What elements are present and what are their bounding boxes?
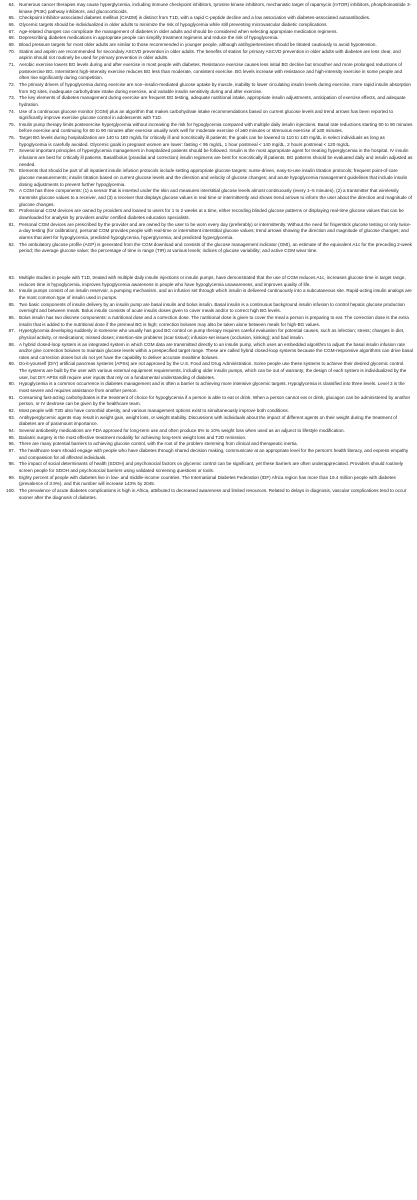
numbered-item [4,222,413,242]
item-number: 91. [8,394,15,400]
numbered-item [4,488,413,501]
item-number: 72. [8,81,15,87]
item-number: 79. [8,188,15,194]
numbered-item [4,288,413,301]
numbered-item [4,242,413,255]
item-text: Insulin pump therapy limits postexercise hyperglycemia without increasing the risk for hypoglycemia compared with multiple daily insulin injections. Basal rate reductions starting 60 to 90 minutes before exercise and continuing for 60 to 90 minutes after exercise usually work well for moderate exercise of ≥60 minutes or strenuous exercise of ≥30 minutes. [19,121,413,134]
numbered-item [4,95,413,108]
item-number: 100. [6,487,15,493]
item-text: A hybrid closed-loop system is an integrated system in which CGM data are transmitted directly to an insulin pump, which uses an embedded algorithm to adjust the basal insulin infusion rate and/or give correction boluses to maintain glucose levels within a prespecified target range. These are called hybrid closed-loop systems because the CGM-responsive algorithms can drive basal rates and correction doses but do not yet have the capability to deliver accurate mealtime boluses. [19,341,413,360]
item-text: Statins and aspirin are recommended for secondary ASCVD prevention in older adults. The benefits of statins for primary ASCVD prevention in older adults with diabetes are less clear, and aspirin should not routinely be used for primary prevention in older adults. [19,48,401,61]
item-number: 66. [8,21,15,27]
item-text: Most people with T2D also have comorbid obesity, and various management options exist to simultaneously improve both conditions. [19,408,289,414]
item-text: Professional CGM devices are owned by providers and loaned to users for 1 to 2 weeks at a time, either recording blinded glucose patterns or displaying real-time glucose values that can be downloaded for analysis by providers and/or certified diabetes education specialists. [19,208,404,220]
item-number: 81. [8,221,15,227]
item-number: 87. [8,328,15,334]
numbered-item [4,275,413,288]
item-text: Antihyperglycemic agents may result in weight gain, weight loss, or weight stability. Discussions with individuals about the impact of different agents on their weight during the treatment of diabetes are of paramount importance. [19,414,397,427]
item-number: 73. [8,95,15,101]
numbered-item [4,29,413,36]
item-number: 67. [8,28,15,34]
item-text: There are many potential barriers to achieving glucose control, with the root of the problem stemming from clinical and therapeutic inertia. [19,441,298,447]
item-text: Glycemic targets should be individualized in older adults to minimize the risk of hypoglycemia while still preventing microvascular diabetic complications. [19,21,328,27]
key-points-list-part-1 [4,2,413,255]
numbered-item [4,328,413,341]
item-text: Numerous cancer therapies may cause hyperglycemia, including immune checkpoint inhibitors, tyrosine kinase inhibitors, mechanistic target of rapamycin (mTOR) inhibitors, phosphoinositide 3-kinase (PI3K) pathway inhibitors, and glucocorticoids. [19,2,412,14]
item-number: 84. [8,288,15,294]
item-text: The impact of social determinants of health (SDOH) and psychosocial factors on glycemic control can be significant, yet these barriers are often underappreciated. Providers should routinely screen people for SDOH and psychosocial barriers using validated screening questions or tools. [19,461,404,473]
item-number: 76. [8,135,15,141]
item-text: The healthcare team should engage with people who have diabetes through shared decision making, communicate at an appropriate level for the person's health literacy, and express empathy and compassion for all affected individuals. [19,448,409,460]
numbered-item [4,428,413,435]
item-number: 65. [8,15,15,21]
item-text: A CGM has three components: (1) a sensor that is inserted under the skin and measures interstitial glucose levels almost continuously (every 1–5 minutes), (2) a transmitter that wirelessly transmits glucose values to a receiver, and (3) a receiver that displays glucose values in real time or intermittently and shows trend arrows to inform the user about the direction and magnitude of glucose changes. [19,188,412,207]
item-number: 80. [8,208,15,214]
item-text: Elements that should be part of all inpatient insulin infusion protocols include setting appropriate glucose targets; nurse-driven, easy-to-use insulin titration protocols; frequent point-of-care glucose measurements; insulin titration based on current glucose levels and the direction and velocity of glucose changes; and acute hypoglycemia management guidelines that include insulin dosing adjustments to prevent further hypoglycemia. [19,168,408,187]
numbered-item [4,475,413,488]
item-number: 69. [8,41,15,47]
numbered-item [4,188,413,208]
numbered-item [4,2,413,15]
item-text: Personal CGM devices are prescribed by the provider and are owned by the user to be worn every day (preferably) or intermittently. Without the need for fingerstick glucose testing or only twice-a-day testing (for calibration), personal CGM provides people with real-time or intermittent interstitial glucose values; trend arrows showing the direction and magnitude of glucose changes; and alarms that alert for hypoglycemia, predicted hypoglycemia, hyperglycemia, and predicted hyperglycemia. [19,221,412,240]
numbered-item [4,361,413,381]
item-number: 95. [8,434,15,440]
item-number: 88. [8,341,15,347]
item-number: 78. [8,168,15,174]
item-text: Consuming fast-acting carbohydrates is the treatment of choice for hypoglycemia if a person is able to eat or drink. When a person cannot eat or drink, glucagon can be administered by another person, or IV dextrose can be given by the healthcare team. [19,394,411,407]
item-text: Multiple studies in people with T1D, treated with multiple daily insulin injections or insulin pumps, have demonstrated that the use of CGM reduces A1c, increases glucose time in target range, reduces time in hypoglycemia, improves hypoglycemia awareness in people who have hypoglycemia unawareness, and improves quality of life. [19,274,406,287]
item-number: 97. [8,448,15,453]
numbered-item [4,315,413,328]
key-points-list-part-2 [4,275,413,501]
numbered-item [4,302,413,315]
item-text: The key elements of diabetes management during exercise are frequent BG testing, adequate nutritional intake, appropriate insulin adjustments, anticipation of exercise effects, and adequate hydration. [19,95,406,107]
item-number: 94. [8,428,15,434]
numbered-item [4,35,413,42]
item-number: 93. [8,414,15,420]
item-number: 89. [8,361,15,367]
item-number: 70. [8,48,15,54]
item-number: 68. [8,35,15,41]
numbered-item [4,135,413,148]
item-text: Two basic components of insulin delivery by an insulin pump are basal insulin and bolus insulin. Basal insulin is a continuous background insulin infusion to control hepatic glucose production overnight and between meals. Bolus insulin consists of acute insulin doses given to cover meals and/or to correct high BG levels. [19,301,405,314]
item-number: 75. [8,121,15,127]
item-number: 77. [8,148,15,154]
item-text: Aerobic exercise lowers BG levels during and after exercise in most people with diabetes. Resistance exercise causes less initial BG decline but smoother and more prolonged reductions of postexercise BG. Intermittent high-intensity exercise reduces BG less than moderate, consistent exercise. BG levels increase with resistance and high-intensity exercise in some people and often rise significantly during competition. [19,61,403,81]
item-text: Do-it-yourself (DIY) artificial pancreas systems (APSs) are not approved by the U.S. Food and Drug Administration. Some people use these systems to achieve their desired glycemic control. The systems are built by the user with various external equipment requirements, including older insulin pumps, which can be out of warranty; the design of each system is individualized by the user, but DIY APSs still require user inputs that rely on a fundamental understanding of diabetes. [19,361,407,380]
item-text: Several important principles of hyperglycemia management in hospitalized patients should be followed. Insulin is the most appropriate agent for treating hyperglycemia in the hospital. IV insulin infusions are best for critically ill patients. Basal/bolus (prandial and correction) insulin regimens are best for noncritically ill patients. BG patterns should be evaluated daily and insulin adjusted as needed. [19,148,413,167]
numbered-item [4,448,413,461]
item-text: Hypoglycemia is a common occurrence in diabetes management and is often a barrier to achieving more intensive glycemic targets. Hypoglycemia is classified into three levels. Level 3 is the most severe and requires assistance from another person. [19,381,405,394]
item-number: 64. [8,2,15,7]
item-text: Bariatric surgery is the most effective treatment modality for achieving long-term weight loss and T2D remission. [19,434,247,440]
numbered-item [4,15,413,22]
numbered-item [4,42,413,49]
item-text: The ambulatory glucose profile (AGP) is generated from the CGM download and consists of the glucose management indicator (GMI), an estimate of the equivalent A1c for the preceding 2-week period; the average glucose value; the percentage of time in range (TIR) at various levels; indices of glucose variability; and active CGM wear time. [19,241,412,254]
item-text: Age-related changes can complicate the management of diabetes in older adults and should be considered when selecting appropriate medication regimens. [19,28,338,34]
item-number: 98. [8,461,15,467]
section-gap [4,255,413,275]
numbered-item [4,208,413,221]
item-text: Bolus insulin has two discrete components: a nutritional dose and a correction dose. The nutritional dose is given to cover the meal a person is preparing to eat. The correction dose is the extra insulin that is added to the nutritional dose if the premeal BG is high; correction boluses may also be taken alone between meals for high-BG values. [19,314,409,327]
item-number: 74. [8,108,15,114]
item-text: Insulin pumps consist of an insulin reservoir, a pumping mechanism, and an infusion set through which insulin is delivered continuously into a subcutaneous site. Rapid-acting insulin analogs are the most common type of insulin used in pumps. [19,288,412,300]
item-number: 86. [8,314,15,320]
item-text: Checkpoint inhibitor-associated diabetes mellitus (CIADM) is distinct from T1D, with a rapid C-peptide decline and a low association with diabetes-associated autoantibodies. [19,15,371,21]
numbered-item [4,122,413,135]
item-text: Target BG levels during hospitalization are 140 to 180 mg/dL for critically ill and noncritically ill patients; the goals can be lowered to 110 to 140 mg/dL in select individuals as long as hypoglycemia is carefully avoided. Glycemic goals in pregnant women are lower: fasting < 95 mg/dL, 1 hour postmeal < 140 mg/dL, 2 hours postmeal < 120 mg/dL. [19,135,385,147]
item-number: 83. [8,274,15,280]
numbered-item [4,395,413,408]
numbered-item [4,62,413,82]
numbered-item [4,435,413,442]
numbered-item [4,109,413,122]
item-text: Several antiobesity medications are FDA approved for long-term use and often produce 5% to 10% weight loss when used as an adjunct to lifestyle modification. [19,428,345,434]
item-number: 96. [8,441,15,447]
item-text: Blood pressure targets for most older adults are similar to those recommended in younger people, although antihypertensives should be titrated cautiously to avoid hypotension. [19,41,377,47]
item-text: Hyperglycemia developing suddenly in someone who usually has good BG control on pump therapy requires careful evaluation for potential causes, such as infection; stress; changes in diet, physical activity, or medications; missed doses; insertion-site problems (scar tissue); infusion-set issues (occlusion, kinking); and bad insulin. [19,328,405,340]
item-number: 90. [8,381,15,387]
numbered-item [4,168,413,188]
item-text: Use of a continuous glucose monitor (CGM) plus an algorithm that makes carbohydrate intake recommendations based on current glucose levels and trend arrows has been reported to significantly improve exercise glucose control in adolescents with T1D. [19,108,394,121]
numbered-item [4,82,413,95]
numbered-item [4,381,413,394]
numbered-item [4,415,413,428]
item-text: The prevalence of acute diabetes complications is high in Africa, attributed to decreased awareness and limited resources. Related to delays in diagnosis, vascular complications tend to occur sooner after the diagnosis of diabetes. [19,487,407,500]
item-text: Deprescribing diabetes medications in appropriate people can simplify treatment regimens and reduce the risk of hypoglycemia. [19,35,279,41]
item-text: The primary drivers of hypoglycemia during exercise are non–insulin-mediated glucose uptake by muscle, inability to lower circulating insulin levels during exercise, more rapid insulin absorption from SQ sites, inadequate carbohydrate intake during exercise, and variable insulin sensitivity during and after exercise. [19,81,411,94]
numbered-item [4,148,413,168]
numbered-item [4,408,413,415]
numbered-item [4,461,413,474]
numbered-item [4,342,413,362]
item-number: 82. [8,241,15,247]
numbered-item [4,441,413,448]
item-number: 71. [8,61,15,67]
item-text: Eighty percent of people with diabetes live in low- and middle-income countries. The International Diabetes Federation (IDF) Africa region has more than 19.4 million people with diabetes (prevalence of 3.9%), and this number will increase 143% by 2045. [19,474,396,487]
item-number: 85. [8,301,15,307]
item-number: 99. [8,474,15,480]
numbered-item [4,49,413,62]
item-number: 92. [8,408,15,414]
numbered-item [4,22,413,29]
